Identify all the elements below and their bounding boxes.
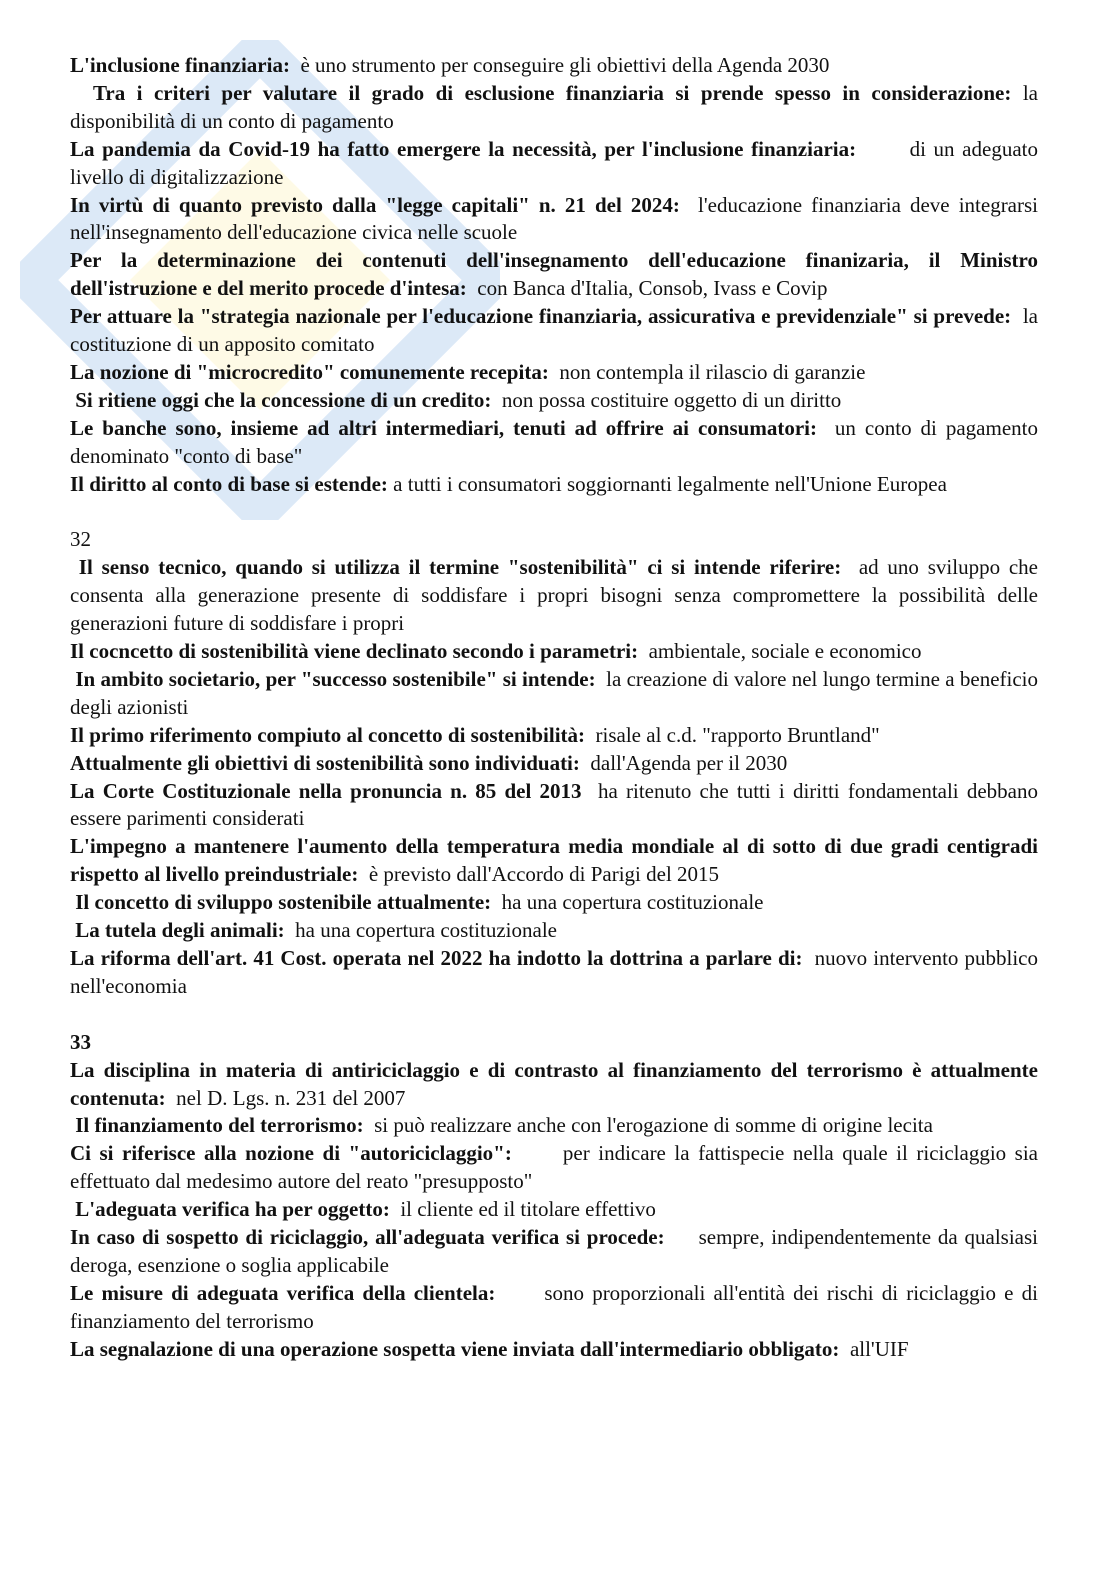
qa-entry — [70, 917, 1038, 945]
section-number: 33 — [70, 1029, 91, 1054]
question-text: Attualmente gli obiettivi di sostenibilità sono individuati: — [70, 750, 586, 775]
qa-entry — [70, 247, 1044, 303]
answer-text: ha una copertura costituzionale — [496, 890, 764, 915]
answer-text: sono proporzionali all'entità dei rischi di riciclaggio e di finanziamento del terrorismo — [70, 1280, 1044, 1333]
answer-text: a tutti i consumatori soggiornanti legalmente nell'Unione Europea — [387, 471, 947, 496]
document-page — [70, 52, 1044, 1364]
qa-entry — [70, 359, 1038, 387]
question-text: In virtù di quanto previsto dalla "legge capitali" n. 21 del 2024: — [70, 192, 689, 217]
question-text: La segnalazione di una operazione sospetta viene inviata dall'intermediario obbligato: — [70, 1336, 845, 1361]
question-text: La Corte Costituzionale nella pronuncia n. 85 del 2013 — [70, 778, 590, 803]
answer-text: per indicare la fattispecie nella quale il riciclaggio sia effettuato dal medesimo autore del reato "presupposto" — [70, 1141, 1044, 1194]
section-number: 32 — [70, 527, 91, 552]
qa-entry — [70, 750, 1038, 778]
question-text: Per attuare la "strategia nazionale per l'educazione finanziaria, assicurativa e previdenziale" si prevede: — [70, 304, 1017, 329]
answer-text: ad uno sviluppo che consenta alla generazione presente di soddisfare i propri bisogni senza compromettere la possibilità delle generazioni future di soddisfare i propri — [70, 555, 1044, 636]
section-spacer — [70, 499, 1038, 527]
question-text: Il senso tecnico, quando si utilizza il termine "sostenibilità" ci si intende riferire: — [70, 555, 851, 580]
question-text: Il primo riferimento compiuto al concetto di sostenibilità: — [70, 722, 591, 747]
qa-entry — [70, 722, 1038, 750]
qa-entry — [70, 889, 1038, 917]
qa-entry — [70, 638, 1038, 666]
qa-entry — [70, 52, 1038, 80]
answer-text: risale al c.d. "rapporto Bruntland" — [590, 722, 880, 747]
question-text: La riforma dell'art. 41 Cost. operata nel 2022 ha indotto la dottrina a parlare di: — [70, 945, 809, 970]
qa-entry — [70, 833, 1044, 889]
answer-text: ambientale, sociale e economico — [643, 639, 922, 664]
qa-entry — [70, 1140, 1044, 1196]
qa-entry — [70, 1112, 1038, 1140]
qa-entry — [70, 554, 1044, 638]
question-text: In ambito societario, per "successo sostenibile" si intende: — [70, 666, 601, 691]
qa-entry — [70, 945, 1044, 1001]
answer-text: nel D. Lgs. n. 231 del 2007 — [170, 1085, 406, 1110]
answer-text: sempre, indipendentemente da qualsiasi deroga, esenzione o soglia applicabile — [70, 1225, 1044, 1277]
qa-entry — [70, 136, 1044, 192]
answer-text: la disponibilità di un conto di pagamento — [70, 80, 1044, 133]
qa-entry — [70, 1196, 1038, 1224]
answer-text: ha una copertura costituzionale — [289, 918, 557, 943]
question-text: L'inclusione finanziaria: — [70, 53, 296, 77]
question-text: Si ritiene oggi che la concessione di un credito: — [70, 387, 497, 412]
question-text: Il finanziamento del terrorismo: — [70, 1113, 369, 1138]
question-text: Tra i criteri per valutare il grado di esclusione finanziaria si prende spesso in considerazione: — [70, 80, 1012, 105]
answer-text: non contempla il rilascio di garanzie — [554, 359, 866, 384]
qa-entry — [70, 471, 1038, 499]
question-text: La disciplina in materia di antiriciclaggio e di contrasto al finanziamento del terrorismo è attualmente contenuta: — [70, 1057, 1044, 1110]
question-text: Il concetto di sviluppo sostenibile attualmente: — [70, 890, 497, 915]
answer-text: ha ritenuto che tutti i diritti fondamentali debbano essere parimenti considerati — [70, 778, 1044, 831]
question-text: Le misure di adeguata verifica della clientela: — [70, 1280, 504, 1305]
question-text: La pandemia da Covid-19 ha fatto emergere la necessità, per l'inclusione finanziaria: — [70, 136, 864, 161]
question-text: La nozione di "microcredito" comunemente recepita: — [70, 359, 555, 384]
question-text: L'impegno a mantenere l'aumento della temperatura media mondiale al di sotto di due gradi centigradi rispetto al livello preindustriale: — [70, 834, 1044, 887]
answer-text: non possa costituire oggetto di un diritto — [496, 387, 842, 412]
answer-text: un conto di pagamento denominato "conto di base" — [70, 415, 1044, 468]
question-text: Per la determinazione dei contenuti dell'insegnamento dell'educazione finanizaria, il Ministro dell'istruzione e del merito procede d'intesa: — [70, 248, 1044, 301]
answer-text: è uno strumento per conseguire gli obiettivi della Agenda 2030 — [295, 53, 830, 77]
section-spacer — [70, 1001, 1038, 1029]
answer-text: il cliente ed il titolare effettivo — [395, 1197, 656, 1222]
qa-entry — [70, 80, 1044, 136]
question-text: Il cocncetto di sostenibilità viene declinato secondo i parametri: — [70, 639, 644, 664]
answer-text: all'UIF — [844, 1336, 909, 1361]
answer-text: si può realizzare anche con l'erogazione di somme di origine lecita — [368, 1113, 933, 1138]
qa-entry — [70, 666, 1044, 722]
question-text: Il diritto al conto di base si estende: — [70, 471, 388, 496]
qa-entry — [70, 1057, 1044, 1113]
question-text: La tutela degli animali: — [70, 918, 290, 943]
answer-text: dall'Agenda per il 2030 — [585, 750, 788, 775]
answer-text: con Banca d'Italia, Consob, Ivass e Covip — [472, 276, 828, 301]
qa-entry — [70, 1336, 1038, 1364]
answer-text: è previsto dall'Accordo di Parigi del 2015 — [363, 862, 720, 887]
answer-text: l'educazione finanziaria deve integrarsi nell'insegnamento dell'educazione civica nelle scuole — [70, 192, 1044, 245]
qa-entry — [70, 415, 1044, 471]
question-text: L'adeguata verifica ha per oggetto: — [70, 1197, 396, 1222]
qa-entry — [70, 303, 1044, 359]
qa-entry — [70, 387, 1038, 415]
qa-entry — [70, 778, 1044, 834]
qa-entry — [70, 1280, 1044, 1336]
qa-entry — [70, 1224, 1044, 1280]
answer-text: la costituzione di un apposito comitato — [70, 304, 1044, 357]
answer-text: la creazione di valore nel lungo termine a beneficio degli azionisti — [70, 666, 1044, 719]
question-text: In caso di sospetto di riciclaggio, all'adeguata verifica si procede: — [70, 1225, 672, 1250]
answer-text: di un adeguato livello di digitalizzazione — [70, 136, 1044, 189]
question-text: Le banche sono, insieme ad altri intermediari, tenuti ad offrire ai consumatori: — [70, 415, 826, 440]
answer-text: nuovo intervento pubblico nell'economia — [70, 945, 1044, 998]
question-text: Ci si riferisce alla nozione di "autoriciclaggio": — [70, 1141, 521, 1166]
qa-entry — [70, 192, 1044, 248]
